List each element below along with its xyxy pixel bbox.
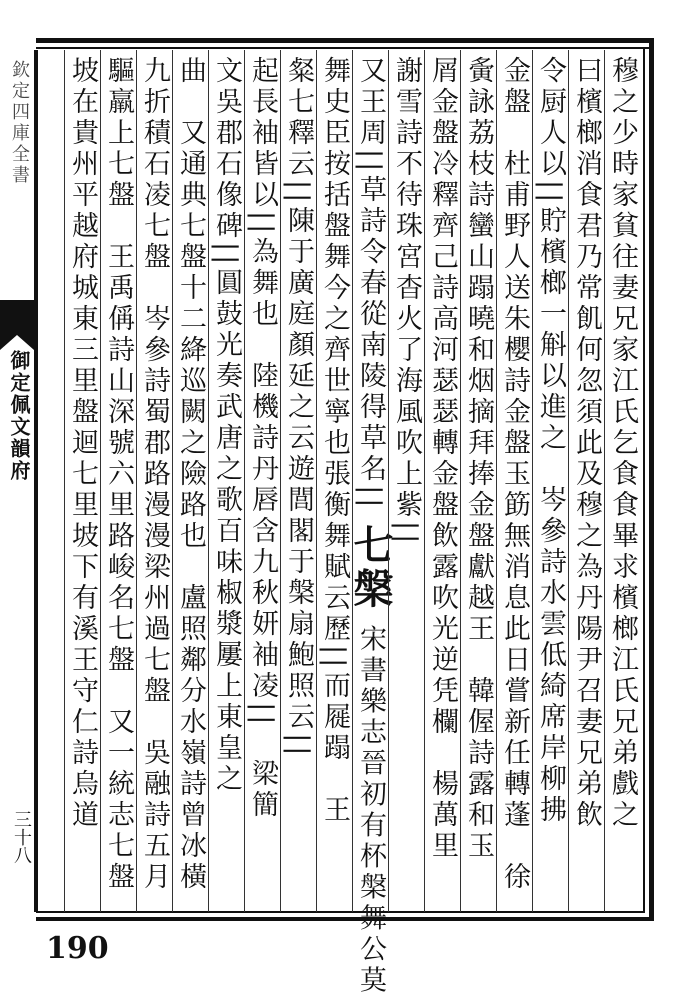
text-column: 舞史臣按括盤舞今之齊世寧也張衡舞賦云歷||而屣蹋 王 — [316, 50, 352, 912]
text-column: 曰檳榔消食君乃常飢何忽須此及穆之為丹陽尹召妻兄弟飲 — [568, 50, 604, 912]
text-column: 穆之少時家貧往妻兄家江氏乞食食畢求檳榔江氏兄弟戲之 — [604, 50, 640, 912]
text-column: 文吳郡石像碑||圓鼓光奏武唐之歌百味椒漿屢上東皇之 — [208, 50, 244, 912]
gutter-book-title: 欽定四庫全書 — [9, 60, 30, 186]
text-column: 九折積石凌七盤 岑參詩蜀郡路漫漫梁州過七盤 吳融詩五月 — [136, 50, 172, 912]
entry-heading: 七槃 — [347, 523, 394, 612]
frame-right-inner-border — [643, 47, 645, 913]
text-column: 令厨人以||貯檳榔一斛以進之 岑參詩水雲低綺席岸柳拂 — [532, 50, 568, 912]
frame-bottom-border — [36, 917, 654, 921]
fish-tail-mark — [0, 300, 34, 350]
book-gutter — [0, 50, 38, 912]
text-column-part: 宋書樂志晉初有杯槃舞公莫 — [355, 624, 386, 997]
frame-right-border — [649, 38, 654, 921]
text-column: 金盤 杜甫野人送朱櫻詩金盤玉筯無消息此日嘗新任轉蓬 徐 — [496, 50, 532, 912]
frame-top-inner-border — [36, 47, 654, 49]
text-column: 屑金盤冷釋齊己詩高河瑟瑟轉金盤飲露吹光逆凭欄 楊萬里 — [424, 50, 460, 912]
text-column-part: 又王周||草詩令春從南陵得草名|| — [355, 56, 386, 512]
text-column: 夤詠荔枝詩蠻山蹋曉和烟摘拜捧金盤獻越王 韓偓詩露和玉 — [460, 50, 496, 912]
text-column: 曲 又通典七盤十二絳巡闕之險路也 盧照鄰分水嶺詩曾冰橫 — [172, 50, 208, 912]
text-column: 謝雪詩不待珠宮杳火了海風吹上紫|| — [388, 50, 424, 912]
text-column: 驅羸上七盤 王禹偁詩山深號六里路峻名七盤 又一統志七盤 — [100, 50, 136, 912]
page-number: 三十八 — [11, 810, 32, 864]
text-column-with-heading — [347, 50, 394, 997]
gutter-work-title: 御定佩文韻府 — [7, 350, 31, 482]
text-column: 起長袖皆以||為舞也 陸機詩丹唇含九秋妍袖凌|| 梁簡 — [244, 50, 280, 912]
text-column: 坡在貴州平越府城東三里盤迴七里坡下有溪王守仁詩烏道 — [64, 50, 100, 912]
frame-top-border — [36, 38, 654, 43]
text-column: 粲七釋云||陳于廣庭顏延之云遊閭閣于槃扇鮑照云|| — [280, 50, 316, 912]
footer-page-number: 190 — [46, 931, 109, 966]
